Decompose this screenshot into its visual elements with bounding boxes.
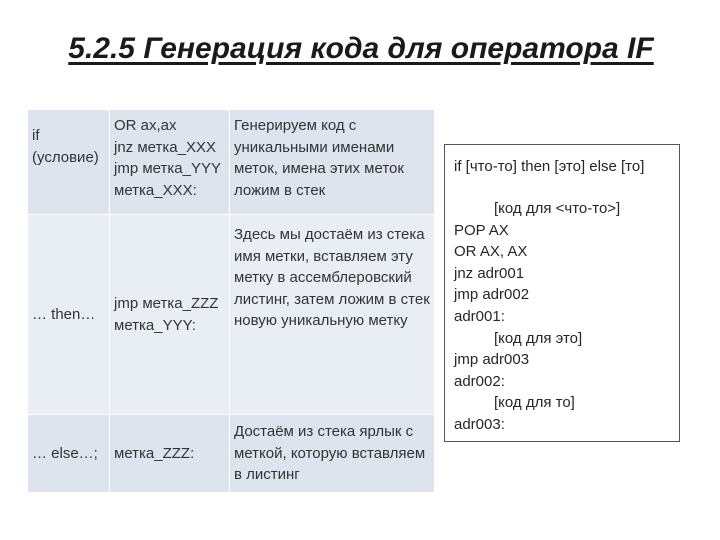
example-line: POP AX [454, 221, 509, 239]
example-code [448, 198, 676, 436]
row-then-construct: … then… [28, 214, 110, 414]
code-generation-table [28, 110, 434, 492]
example-line: jmp adr002 [454, 286, 530, 304]
example-line: adr001: [454, 307, 505, 325]
example-line: adr003: [454, 415, 505, 433]
example-line: [код для это] [494, 329, 583, 347]
row-if-construct: if (условие) [28, 110, 110, 214]
example-line: [код для то] [494, 394, 575, 412]
row-else-code: метка_ZZZ: [110, 414, 230, 492]
row-then-comment: Здесь мы достаём из стека имя метки, вставляем эту метку в ассемблеровский листинг, затем ложим в стек новую уникальную метку [230, 214, 434, 414]
row-else-comment: Достаём из стека ярлык с меткой, которую вставляем в листинг [230, 414, 434, 492]
example-line: OR AX, AX [454, 243, 528, 261]
example-line: jmp adr003 [454, 351, 530, 369]
row-if-code: OR ax,ax jnz метка_XXX jmp метка_YYY метка_XXX: [110, 110, 230, 214]
row-then-code: jmp метка_ZZZ метка_YYY: [110, 214, 230, 414]
example-line: jnz adr001 [454, 264, 525, 282]
example-header: if [что-то] then [это] else [то] [454, 158, 645, 175]
row-else-construct: … else…; [28, 414, 110, 492]
example-line: [код для <что-то>] [494, 200, 621, 217]
example-line: adr002: [454, 372, 505, 390]
row-if-comment: Генерируем код с уникальными именами меток, имена этих меток ложим в стек [230, 110, 434, 214]
slide-title: 5.2.5 Генерация кода для оператора IF [68, 32, 654, 65]
